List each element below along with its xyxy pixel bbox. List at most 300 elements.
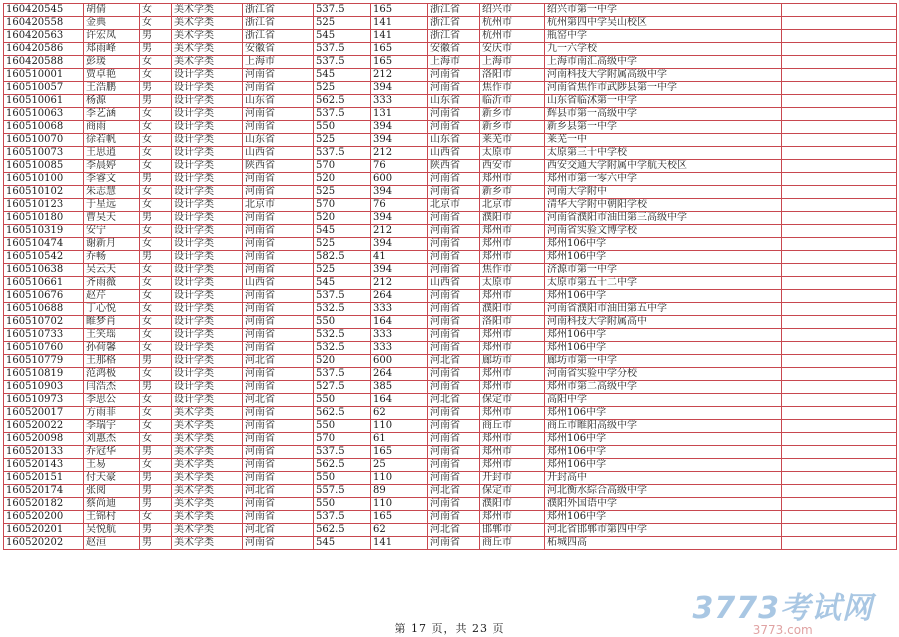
table-cell: 160510702 [4,316,84,329]
table-cell: 女 [140,186,172,199]
table-cell: 李睿文 [84,173,140,186]
table-cell: 河北省 [428,394,480,407]
table-row [4,537,897,550]
table-cell: 设计学类 [172,342,243,355]
table-cell [782,56,897,69]
table-cell: 550 [314,472,371,485]
table-cell: 乔畅 [84,251,140,264]
table-cell: 25 [371,459,428,472]
table-cell: 辉县市第一高级中学 [545,108,782,121]
table-cell: 河南省 [243,238,314,251]
table-cell: 上海市南汇高级中学 [545,56,782,69]
table-cell: 设计学类 [172,160,243,173]
table-cell [782,199,897,212]
table-cell: 洛阳市 [480,316,545,329]
table-cell: 河南省濮阳市油田第五中学 [545,303,782,316]
table-cell: 女 [140,407,172,420]
table-row [4,199,897,212]
table-row [4,95,897,108]
table-cell [782,537,897,550]
table-cell: 女 [140,290,172,303]
table-cell: 女 [140,303,172,316]
table-cell: 王笑瑶 [84,329,140,342]
table-row [4,160,897,173]
table-cell: 濮阳市 [480,498,545,511]
table-cell [782,511,897,524]
table-cell: 537.5 [314,43,371,56]
table-cell: 550 [314,498,371,511]
table-cell: 杭州市 [480,17,545,30]
table-cell: 郑州市 [480,407,545,420]
table-cell: 女 [140,264,172,277]
table-cell [782,368,897,381]
table-cell: 550 [314,420,371,433]
table-cell: 郑州市 [480,251,545,264]
table-cell: 女 [140,160,172,173]
table-cell: 165 [371,43,428,56]
table-cell: 曹昊天 [84,212,140,225]
table-cell: 333 [371,342,428,355]
table-cell: 新乡市 [480,108,545,121]
table-cell: 河南省实验中学分校 [545,368,782,381]
table-cell: 河南省 [428,342,480,355]
table-cell: 160520133 [4,446,84,459]
table-cell: 河南省 [428,121,480,134]
table-cell [782,342,897,355]
table-row [4,134,897,147]
table-cell: 160510819 [4,368,84,381]
table-cell: 男 [140,524,172,537]
table-cell: 郑州市 [480,290,545,303]
table-cell: 394 [371,186,428,199]
table-cell: 160510057 [4,82,84,95]
table-cell [782,407,897,420]
table-cell: 537.5 [314,290,371,303]
table-cell: 62 [371,524,428,537]
table-cell: 河南省 [428,407,480,420]
table-row [4,56,897,69]
table-cell: 设计学类 [172,355,243,368]
table-cell: 杭州第四中学吴山校区 [545,17,782,30]
table-cell: 孙荷馨 [84,342,140,355]
table-cell: 河南省 [428,433,480,446]
table-cell: 男 [140,251,172,264]
table-cell: 新乡市 [480,186,545,199]
table-cell: 562.5 [314,95,371,108]
table-row [4,251,897,264]
table-cell: 141 [371,30,428,43]
table-row [4,17,897,30]
table-cell: 河南省 [243,498,314,511]
table-cell: 九一六学校 [545,43,782,56]
table-cell: 河南省 [243,368,314,381]
table-cell: 郑州106中学 [545,290,782,303]
table-cell: 谢新月 [84,238,140,251]
table-cell: 562.5 [314,459,371,472]
table-cell: 165 [371,4,428,17]
table-cell: 160510068 [4,121,84,134]
table-cell: 山东省 [428,134,480,147]
table-cell: 160520098 [4,433,84,446]
table-cell: 王思逍 [84,147,140,160]
table-cell: 濮阳市 [480,303,545,316]
table-cell: 绍兴市第一中学 [545,4,782,17]
table-row [4,290,897,303]
table-cell: 河南省 [243,342,314,355]
table-row [4,381,897,394]
table-cell: 河南省 [428,368,480,381]
table-cell [782,17,897,30]
table-cell: 河南省 [243,173,314,186]
table-cell: 河南省 [243,472,314,485]
table-cell: 设计学类 [172,134,243,147]
table-cell: 525 [314,82,371,95]
table-cell: 333 [371,95,428,108]
table-cell: 女 [140,69,172,82]
table-cell: 开封高中 [545,472,782,485]
table-cell: 河南省实验文博学校 [545,225,782,238]
table-cell: 浙江省 [428,4,480,17]
table-cell: 设计学类 [172,238,243,251]
table-cell: 河南省 [428,511,480,524]
table-cell: 河南省 [428,537,480,550]
table-row [4,342,897,355]
table-row [4,277,897,290]
score-table [3,3,897,550]
table-cell: 164 [371,316,428,329]
table-cell: 62 [371,407,428,420]
table-cell: 河北省 [428,485,480,498]
table-row [4,147,897,160]
table-cell [782,303,897,316]
table-cell: 160510100 [4,173,84,186]
table-cell: 浙江省 [243,17,314,30]
table-cell [782,108,897,121]
table-cell: 河南省 [428,82,480,95]
table-row [4,225,897,238]
table-cell: 设计学类 [172,121,243,134]
table-cell: 河南省 [243,316,314,329]
table-cell: 设计学类 [172,199,243,212]
table-cell: 吴云天 [84,264,140,277]
table-cell: 532.5 [314,303,371,316]
table-cell: 河南省 [428,459,480,472]
table-cell: 河南省 [428,303,480,316]
table-cell: 160510542 [4,251,84,264]
table-cell: 河南省 [428,290,480,303]
table-cell: 女 [140,277,172,290]
table-row [4,498,897,511]
table-cell: 临沂市 [480,95,545,108]
table-cell: 保定市 [480,394,545,407]
table-cell: 160510676 [4,290,84,303]
table-cell: 山西省 [428,147,480,160]
table-cell: 600 [371,355,428,368]
table-cell: 537.5 [314,511,371,524]
table-cell: 浙江省 [243,30,314,43]
table-cell: 山东省 [243,134,314,147]
table-cell: 绍兴市 [480,4,545,17]
table-cell: 532.5 [314,342,371,355]
table-cell: 郑州市 [480,225,545,238]
table-cell: 女 [140,329,172,342]
table-cell: 520 [314,355,371,368]
table-cell [782,433,897,446]
table-cell [782,472,897,485]
table-cell: 设计学类 [172,303,243,316]
table-cell: 新乡县第一中学 [545,121,782,134]
table-cell: 男 [140,485,172,498]
table-cell [782,355,897,368]
table-cell [782,186,897,199]
table-cell: 570 [314,160,371,173]
table-cell: 河南省 [243,446,314,459]
table-cell: 美术学类 [172,498,243,511]
table-cell: 王浩鹏 [84,82,140,95]
table-cell: 安庆市 [480,43,545,56]
table-cell: 上海市 [480,56,545,69]
table-cell [782,95,897,108]
table-cell: 女 [140,199,172,212]
table-cell: 河南省 [243,121,314,134]
table-cell: 美术学类 [172,420,243,433]
table-cell: 北京市 [243,199,314,212]
table-cell: 160520200 [4,511,84,524]
table-cell: 557.5 [314,485,371,498]
table-cell [782,498,897,511]
table-cell: 河南省 [243,381,314,394]
table-cell: 333 [371,303,428,316]
table-cell: 河南省 [428,420,480,433]
table-cell [782,446,897,459]
table-cell: 李晨婷 [84,160,140,173]
table-cell: 女 [140,238,172,251]
table-cell: 安徽省 [428,43,480,56]
table-cell: 安徽省 [243,43,314,56]
table-cell: 河南省 [428,108,480,121]
table-cell: 郑州106中学 [545,238,782,251]
table-cell: 河南省 [243,407,314,420]
table-cell: 160420545 [4,4,84,17]
table-cell: 河南省 [243,511,314,524]
table-cell: 睢梦肖 [84,316,140,329]
table-cell: 设计学类 [172,95,243,108]
table-cell: 537.5 [314,446,371,459]
table-cell: 齐雨薇 [84,277,140,290]
table-cell: 160520174 [4,485,84,498]
table-cell: 河南省 [428,381,480,394]
table-row [4,238,897,251]
table-cell: 河北省 [428,355,480,368]
table-cell: 160510102 [4,186,84,199]
table-cell: 160510123 [4,199,84,212]
table-cell: 河南省 [428,264,480,277]
table-cell: 设计学类 [172,69,243,82]
table-cell: 525 [314,186,371,199]
table-cell [782,238,897,251]
table-cell: 537.5 [314,147,371,160]
table-cell: 525 [314,264,371,277]
table-cell: 河南省 [428,316,480,329]
table-cell: 李瑞宇 [84,420,140,433]
table-cell: 男 [140,212,172,225]
table-cell: 160520151 [4,472,84,485]
table-cell: 男 [140,537,172,550]
table-cell: 545 [314,225,371,238]
table-cell: 保定市 [480,485,545,498]
table-cell: 河北省 [243,355,314,368]
table-cell: 河北省 [243,394,314,407]
table-cell: 160510319 [4,225,84,238]
table-cell: 562.5 [314,524,371,537]
table-cell: 丁心悦 [84,303,140,316]
table-cell: 邯郸市 [480,524,545,537]
table-cell: 郑州106中学 [545,329,782,342]
table-cell: 582.5 [314,251,371,264]
table-row [4,69,897,82]
table-cell: 郑州106中学 [545,251,782,264]
table-cell: 河南省 [243,303,314,316]
table-cell: 河北衡水綜合高级中学 [545,485,782,498]
table-cell: 562.5 [314,407,371,420]
table-cell: 设计学类 [172,108,243,121]
table-cell: 山东省临沭第一中学 [545,95,782,108]
table-cell: 张阅 [84,485,140,498]
table-cell: 设计学类 [172,290,243,303]
table-row [4,420,897,433]
table-cell: 河南省 [243,537,314,550]
table-cell: 郑州市 [480,433,545,446]
table-cell: 设计学类 [172,329,243,342]
table-cell: 212 [371,277,428,290]
table-cell: 河南省 [243,225,314,238]
table-cell: 山东省 [243,95,314,108]
table-cell: 王锦村 [84,511,140,524]
table-cell: 河南科技大学附属高中 [545,316,782,329]
table-cell: 乔冠华 [84,446,140,459]
table-cell: 165 [371,511,428,524]
table-row [4,82,897,95]
table-cell [782,329,897,342]
table-cell: 537.5 [314,368,371,381]
table-row [4,446,897,459]
table-cell: 设计学类 [172,394,243,407]
table-cell [782,121,897,134]
table-cell: 李艺涵 [84,108,140,121]
score-table-body [4,4,897,550]
table-cell: 河南省 [428,251,480,264]
table-cell: 洛阳市 [480,69,545,82]
table-cell: 杨源 [84,95,140,108]
table-cell: 女 [140,433,172,446]
table-cell: 76 [371,160,428,173]
table-cell: 男 [140,472,172,485]
table-cell: 莱芜市 [480,134,545,147]
table-cell: 西安市 [480,160,545,173]
table-cell: 212 [371,225,428,238]
table-cell: 美术学类 [172,524,243,537]
table-cell: 545 [314,30,371,43]
table-cell: 160510733 [4,329,84,342]
table-cell: 160510085 [4,160,84,173]
table-cell: 浙江省 [243,4,314,17]
table-row [4,186,897,199]
table-cell: 美术学类 [172,446,243,459]
table-cell: 柘城四高 [545,537,782,550]
table-cell: 600 [371,173,428,186]
table-cell: 王那格 [84,355,140,368]
table-cell: 520 [314,173,371,186]
table-cell: 河北省 [243,524,314,537]
table-cell: 160510661 [4,277,84,290]
table-cell: 394 [371,121,428,134]
table-cell: 河南省 [243,329,314,342]
table-cell: 160520201 [4,524,84,537]
table-cell: 于星远 [84,199,140,212]
table-cell: 美术学类 [172,485,243,498]
table-cell: 贾卓艳 [84,69,140,82]
table-cell: 太原市 [480,147,545,160]
table-cell [782,277,897,290]
table-cell: 212 [371,147,428,160]
table-cell: 郑州106中学 [545,407,782,420]
table-cell: 美术学类 [172,537,243,550]
table-cell [782,134,897,147]
table-cell: 李思公 [84,394,140,407]
table-cell: 532.5 [314,329,371,342]
table-row [4,368,897,381]
table-cell: 女 [140,459,172,472]
table-cell: 男 [140,43,172,56]
table-cell: 160510061 [4,95,84,108]
table-cell: 太原第三十中学校 [545,147,782,160]
table-cell: 商雨 [84,121,140,134]
table-cell: 范鸿极 [84,368,140,381]
table-cell: 廊坊市 [480,355,545,368]
table-row [4,173,897,186]
table-cell: 394 [371,264,428,277]
table-cell: 郑州市第二高级中学 [545,381,782,394]
table-cell: 女 [140,56,172,69]
table-cell: 徐若帆 [84,134,140,147]
table-cell: 美术学类 [172,30,243,43]
table-cell [782,381,897,394]
table-cell: 525 [314,238,371,251]
table-cell: 郑州市 [480,459,545,472]
table-cell [782,394,897,407]
table-cell: 男 [140,381,172,394]
table-cell: 男 [140,498,172,511]
table-cell: 山西省 [243,277,314,290]
table-cell: 160510903 [4,381,84,394]
table-cell: 郑州市 [480,329,545,342]
table-cell: 郑州106中学 [545,459,782,472]
table-cell: 41 [371,251,428,264]
table-cell: 女 [140,225,172,238]
table-cell: 160510063 [4,108,84,121]
table-cell: 160520017 [4,407,84,420]
table-cell: 110 [371,498,428,511]
table-cell: 河南省 [243,290,314,303]
table-cell: 河南省 [243,251,314,264]
table-cell: 美术学类 [172,459,243,472]
table-cell: 赵洹 [84,537,140,550]
table-row [4,511,897,524]
table-cell: 设计学类 [172,251,243,264]
table-cell: 美术学类 [172,511,243,524]
table-row [4,30,897,43]
table-cell: 美术学类 [172,56,243,69]
